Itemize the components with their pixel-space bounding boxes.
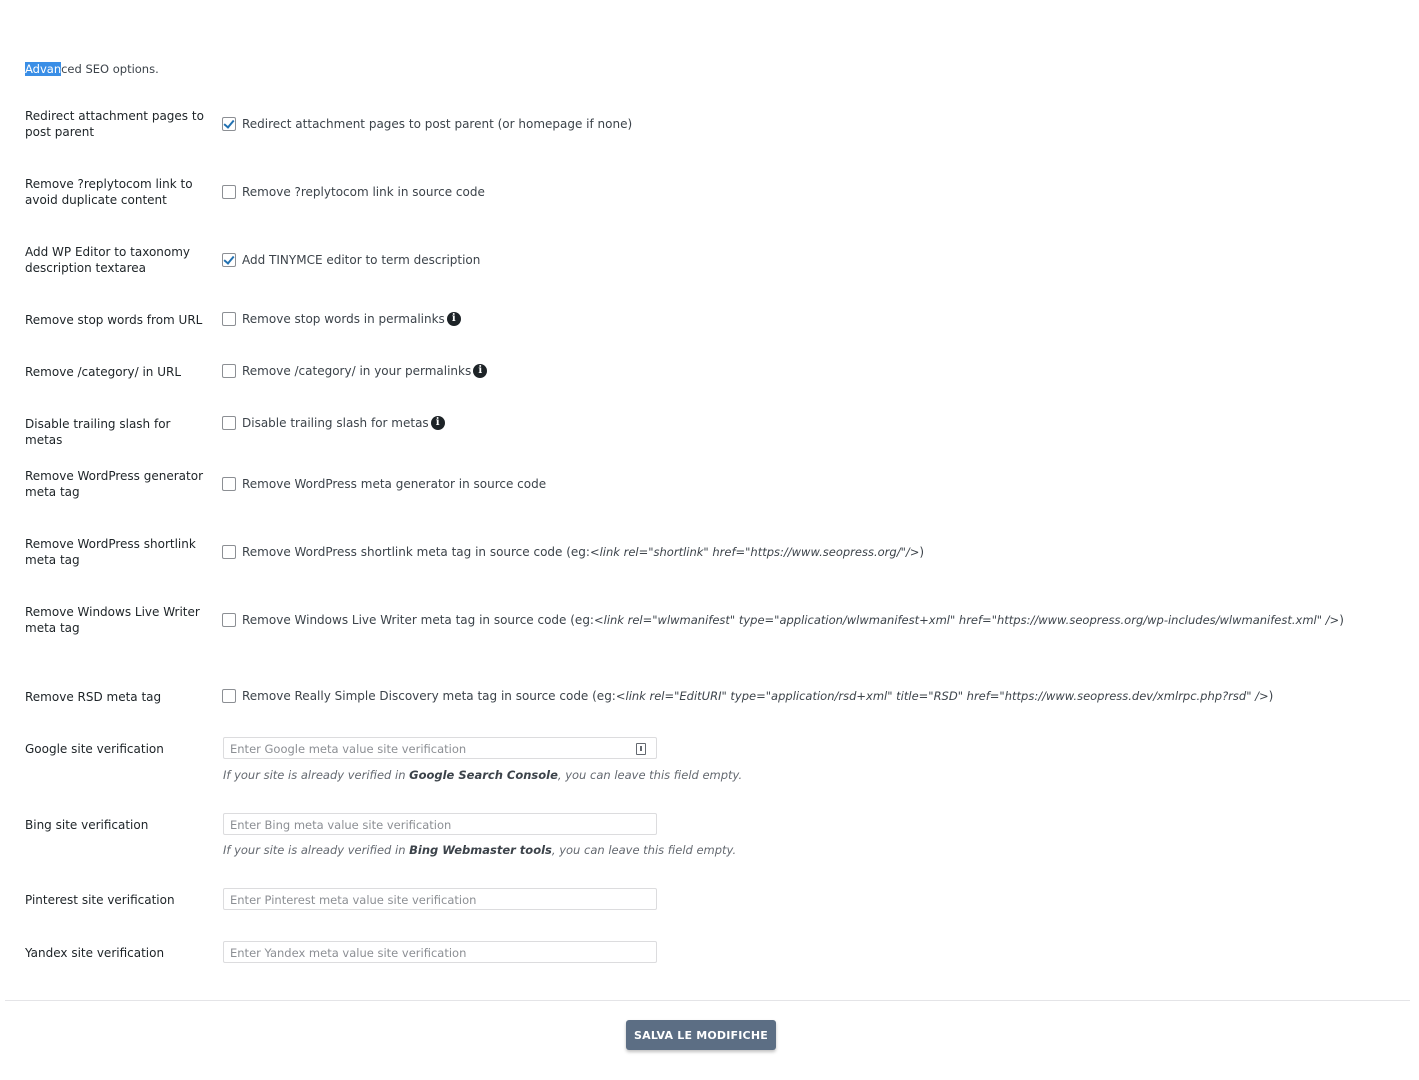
wp-editor-checkbox-control[interactable] [222, 253, 480, 267]
trailing-slash-checkbox-control[interactable] [222, 416, 445, 430]
input-placeholder: Enter Yandex meta value site verification [230, 946, 467, 960]
option-label: Remove stop words from URL [25, 313, 203, 327]
replytocom-checkbox[interactable] [222, 185, 236, 199]
google-verification-input[interactable] [223, 737, 657, 759]
help-text: , you can leave this field empty. [557, 768, 743, 782]
replytocom-checkbox-control[interactable] [222, 185, 485, 199]
shortlink-checkbox[interactable] [222, 545, 236, 559]
category-checkbox-control[interactable] [222, 364, 487, 378]
input-placeholder: Enter Google meta value site verification [230, 742, 467, 756]
wp-editor-checkbox[interactable] [222, 253, 236, 267]
option-suffix: ) [919, 545, 925, 559]
pinterest-verification-input[interactable] [223, 888, 657, 910]
wlw-checkbox[interactable] [222, 613, 236, 627]
info-icon[interactable]: i [473, 364, 487, 378]
code-example: <link rel="wlwmanifest" type="application/wlwmanifest+xml" href="https://www.seopress.org/wp-includes/wlwmanifest.xml" /> [593, 613, 1340, 627]
option-label: Add WP Editor to taxonomy description textarea [25, 245, 191, 275]
option-text: Remove stop words in permalinks [242, 312, 445, 326]
help-text: If your site is already verified in [223, 843, 410, 857]
input-placeholder: Enter Bing meta value site verification [230, 818, 452, 832]
generator-checkbox[interactable] [222, 477, 236, 491]
bing-verification-help [223, 843, 736, 857]
help-bold: Google Search Console [409, 768, 558, 782]
wlw-checkbox-control[interactable] [222, 613, 1344, 627]
help-bold: Bing Webmaster tools [409, 843, 552, 857]
bing-verification-input[interactable] [223, 813, 657, 835]
info-icon[interactable]: i [447, 312, 461, 326]
option-label: Remove /category/ in URL [25, 365, 182, 379]
option-text: Remove /category/ in your permalinks [242, 364, 472, 378]
option-label: Remove WordPress generator meta tag [25, 469, 204, 499]
info-icon[interactable]: i [431, 416, 445, 430]
option-suffix: ) [1339, 613, 1344, 627]
stop-words-checkbox-control[interactable] [222, 312, 461, 326]
option-text: Remove WordPress meta generator in source code [242, 477, 547, 491]
google-verification-label: Google site verification [25, 742, 164, 756]
help-text: , you can leave this field empty. [551, 843, 737, 857]
yandex-verification-label: Yandex site verification [25, 946, 165, 960]
pinterest-verification-label: Pinterest site verification [25, 893, 175, 907]
option-text: Remove Really Simple Discovery meta tag in source code (eg: [242, 689, 616, 703]
shortlink-checkbox-control[interactable] [222, 545, 924, 559]
generator-checkbox-control[interactable] [222, 477, 546, 491]
help-text: If your site is already verified in [223, 768, 410, 782]
redirect-attachment-checkbox[interactable] [222, 117, 236, 131]
option-suffix: ) [1268, 689, 1274, 703]
option-text: Remove WordPress shortlink meta tag in source code (eg: [242, 545, 590, 559]
code-example: <link rel="shortlink" href="https://www.seopress.org/"/> [589, 545, 920, 559]
option-text: Remove Windows Live Writer meta tag in source code (eg: [242, 613, 594, 627]
google-verification-help [223, 768, 742, 782]
stop-words-checkbox[interactable] [222, 312, 236, 326]
option-label: Redirect attachment pages to post parent [25, 109, 204, 139]
option-label: Disable trailing slash for metas [25, 417, 171, 447]
save-changes-button[interactable]: SALVA LE MODIFICHE [626, 1020, 776, 1050]
password-manager-icon[interactable] [636, 743, 646, 755]
option-label: Remove ?replytocom link to avoid duplicate content [25, 177, 193, 207]
option-label: Remove WordPress shortlink meta tag [25, 537, 196, 567]
category-checkbox[interactable] [222, 364, 236, 378]
option-label: Remove Windows Live Writer meta tag [25, 605, 200, 635]
bing-verification-label: Bing site verification [25, 818, 149, 832]
input-placeholder: Enter Pinterest meta value site verification [230, 893, 477, 907]
footer-divider [5, 1000, 1410, 1001]
code-example: <link rel="EditURI" type="application/rsd+xml" title="RSD" href="https://www.seopress.dev/xmlrpc.php?rsd" /> [615, 689, 1269, 703]
option-text: Redirect attachment pages to post parent (or homepage if none) [242, 117, 633, 131]
yandex-verification-input[interactable] [223, 941, 657, 963]
option-text: Add TINYMCE editor to term description [242, 253, 481, 267]
description-text: ced SEO options. [61, 62, 159, 76]
redirect-attachment-checkbox-control[interactable] [222, 117, 632, 131]
rsd-checkbox-control[interactable] [222, 689, 1273, 703]
option-text: Remove ?replytocom link in source code [242, 185, 485, 199]
selected-text: Advan [25, 62, 62, 76]
option-text: Disable trailing slash for metas [242, 416, 429, 430]
rsd-checkbox[interactable] [222, 689, 236, 703]
option-label: Remove RSD meta tag [25, 690, 162, 704]
trailing-slash-checkbox[interactable] [222, 416, 236, 430]
section-description [25, 62, 159, 76]
